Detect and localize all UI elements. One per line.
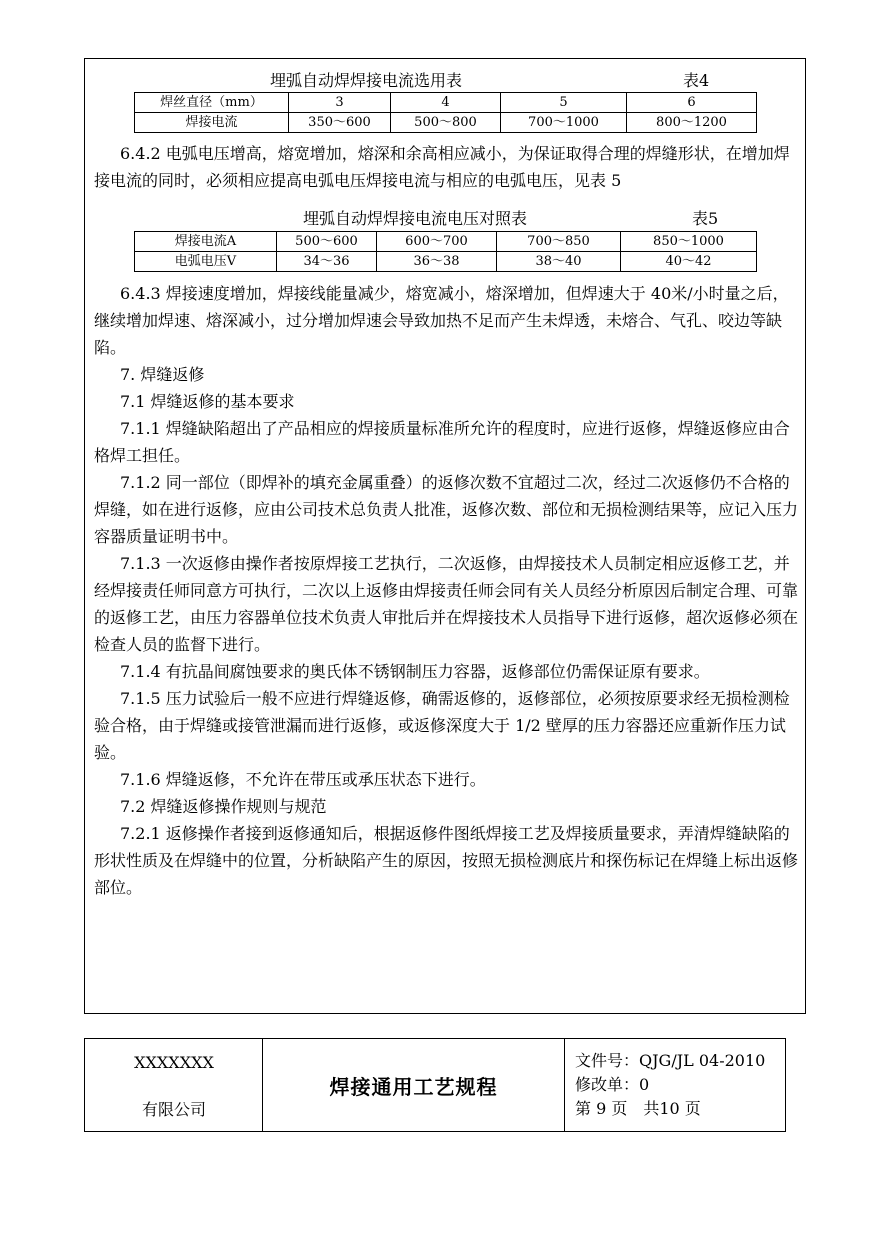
table5-caption: 埋弧自动焊焊接电流电压对照表 <box>303 209 528 228</box>
revision-number: 修改单：0 <box>575 1075 650 1094</box>
document-title: 焊接通用工艺规程 <box>329 1074 498 1099</box>
company-name: XXXXXXX <box>134 1053 214 1072</box>
table-cell: 38～40 <box>497 252 621 272</box>
paragraph: 7.1.6 焊缝返修，不允许在带压或承压状态下进行。 <box>120 770 486 789</box>
table4-label: 表4 <box>683 71 710 90</box>
paragraph: 6.4.3 焊接速度增加，焊接线能量减少，熔宽减小，熔深增加，但焊速大于 40米/小时量之后，继续增加焊速、熔深减小，过分增加焊速会导致加热不足而产生未焊透，未熔合、气孔、咬边等缺陷。 <box>94 284 789 357</box>
title-cell <box>263 1039 565 1131</box>
table-row <box>135 252 757 272</box>
table-cell: 40～42 <box>621 252 757 272</box>
table-cell: 34～36 <box>277 252 377 272</box>
paragraph: 7.2.1 返修操作者接到返修通知后，根据返修件图纸焊接工艺及焊接质量要求，弄清焊缝缺陷的形状性质及在焊缝中的位置，分析缺陷产生的原因，按照无损检测底片和探伤标记在焊缝上标出返修部位。 <box>94 824 799 897</box>
paragraph: 7.1.2 同一部位（即焊补的填充金属重叠）的返修次数不宜超过二次，经过二次返修仍不合格的焊缝，如在进行返修，应由公司技术总负责人批准，返修次数、部位和无损检测结果等，应记入压力容器质量证明书中。 <box>94 473 799 546</box>
section-heading: 7. 焊缝返修 <box>120 365 205 384</box>
paragraph: 7.1.3 一次返修由操作者按原焊接工艺执行，二次返修，由焊接技术人员制定相应返修工艺，并经焊接责任师同意方可执行，二次以上返修由焊接责任师会同有关人员经分析原因后制定合理、可靠的返修工艺，由压力容器单位技术负责人审批后并在焊接技术人员指导下进行返修，超次返修必须在检查人员的监督下进行。 <box>94 554 799 654</box>
table-cell: 焊接电流 <box>135 113 289 133</box>
table4 <box>134 92 757 133</box>
company-cell <box>85 1039 263 1131</box>
table-cell: 6 <box>627 93 757 113</box>
table-cell: 电弧电压V <box>135 252 277 272</box>
table-row <box>135 113 757 133</box>
body-text <box>94 280 802 901</box>
table-cell: 36～38 <box>377 252 497 272</box>
table-row <box>135 93 757 113</box>
paragraph-6-4-2: 6.4.2 电弧电压增高，熔宽增加，熔深和余高相应减小，为保证取得合理的焊缝形状，在增加焊接电流的同时，必须相应提高电弧电压焊接电流与相应的电弧电压，见表 5 <box>94 144 790 190</box>
paragraph: 7.1.5 压力试验后一般不应进行焊缝返修，确需返修的，返修部位，必须按原要求经无损检测检验合格，由于焊缝或接管泄漏而进行返修，或返修深度大于 1/2 壁厚的压力容器还应重新作压力试验。 <box>94 689 790 762</box>
table-cell: 800～1200 <box>627 113 757 133</box>
table-cell: 焊接电流A <box>135 232 277 252</box>
company-suffix: 有限公司 <box>141 1100 206 1119</box>
table5-label: 表5 <box>692 209 719 228</box>
page-number: 第 9 页 共10 页 <box>575 1099 701 1118</box>
table-cell: 3 <box>289 93 391 113</box>
section-heading: 7.2 焊缝返修操作规则与规范 <box>120 797 327 816</box>
table-cell: 500～800 <box>391 113 501 133</box>
table5 <box>134 231 757 272</box>
table-cell: 700～850 <box>497 232 621 252</box>
document-number: 文件号：QJG/JL 04-2010 <box>575 1051 766 1070</box>
table-cell: 4 <box>391 93 501 113</box>
table-cell: 焊丝直径（mm） <box>135 93 289 113</box>
table-row <box>135 232 757 252</box>
paragraph: 7.1.1 焊缝缺陷超出了产品相应的焊接质量标准所允许的程度时，应进行返修，焊缝返修应由合格焊工担任。 <box>94 419 790 465</box>
table-cell: 500～600 <box>277 232 377 252</box>
meta-cell <box>565 1039 785 1131</box>
paragraph: 7.1.4 有抗晶间腐蚀要求的奥氏体不锈钢制压力容器，返修部位仍需保证原有要求。 <box>120 662 710 681</box>
table-cell: 700～1000 <box>501 113 627 133</box>
section-heading: 7.1 焊缝返修的基本要求 <box>120 392 295 411</box>
document-footer <box>84 1038 786 1132</box>
table-cell: 850～1000 <box>621 232 757 252</box>
table-cell: 350～600 <box>289 113 391 133</box>
table-cell: 5 <box>501 93 627 113</box>
table-cell: 600～700 <box>377 232 497 252</box>
table4-caption: 埋弧自动焊焊接电流选用表 <box>270 71 463 90</box>
